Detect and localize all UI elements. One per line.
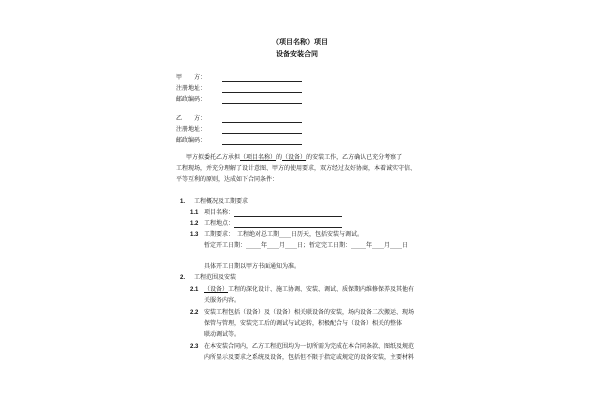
item-2-1-line-2: 关服务内容。 [204,297,241,304]
item-2-1-line-1 [204,287,414,293]
project-name-field[interactable] [234,216,342,217]
party-b-name-label: 乙 方： [176,115,207,122]
intro-line-3: 平等互利的原则，达成如下合同条件： [176,176,279,183]
party-a-name-label: 甲 方： [176,74,207,81]
section-1-number: 1. [180,199,186,205]
item-2-2-line-3: 联动调试等。 [204,331,241,338]
item-1-2-number: 1.2 [190,221,199,227]
item-1-1-label: 项目名称： [204,209,235,216]
intro-line-2: 工程现场，并充分理解了设计意图、甲方的使用要求，双方经过友好协商，本着诚实守信、 [176,165,417,172]
item-1-3-number: 1.3 [190,232,199,238]
party-a-postal-label: 邮政编码： [176,96,207,103]
item-2-1-number: 2.1 [190,287,199,293]
item-2-2-line-1: 安装工程包括（设备）及（设备）相关联设备的安装，场内设备二次搬运、现场 [204,309,415,316]
item-1-2-label: 工程地点： [204,220,235,227]
item-2-1-text: 工程的深化设计、施工协调、安装、调试、质保期内维修保养及其他有 [228,286,415,293]
start-date-note: 具体开工日期以甲方书面通知为准。 [204,263,301,270]
intro-line-1 [186,155,402,161]
project-site-field[interactable] [234,227,342,228]
intro-project-name: （项目名称） [240,154,277,161]
party-a-address-label: 注册地址： [176,85,207,92]
party-b-address-label: 注册地址： [176,126,207,133]
intro-text-a: 甲方拟委托乙方承担 [186,154,241,161]
party-a-address-field[interactable] [222,92,302,93]
party-b-address-field[interactable] [222,133,302,134]
item-2-2-line-2: 保管与管理，安装完工后的调试与试运转，积极配合与（设备）相关的整体 [204,320,403,327]
doc-title-contract: 设备安装合同 [276,49,318,58]
party-b-postal-field[interactable] [222,144,302,145]
party-a-name-field[interactable] [222,81,302,82]
doc-title-project: （项目名称）项目 [272,37,328,46]
item-2-1-device: （设备） [204,286,229,293]
intro-text-b: 的 [276,154,283,161]
intro-device: （设备） [282,154,307,161]
intro-text-c: 的安装工作，乙方确认已充分考察了 [306,154,403,161]
item-2-3-line-2: 内所显示及要求之系统及设备，包括但不限于指定或规定的设备安装，主要材料 [204,354,415,361]
item-2-3-number: 2.3 [190,344,199,350]
item-2-2-number: 2.2 [190,310,199,316]
item-1-3-label: 工期要求： 工程绝对总工期____日历天，包括安装与调试。 [204,231,364,238]
party-b-name-field[interactable] [222,122,302,123]
party-b-postal-label: 邮政编码： [176,137,207,144]
party-a-postal-field[interactable] [222,103,302,104]
section-1-title: 工程概况及工期要求 [194,198,249,205]
item-2-3-line-1: 在本安装合同内，乙方工程范围均为一切所需为完成在本合同条款、图纸及规范 [204,343,415,350]
item-1-1-number: 1.1 [190,210,199,216]
tentative-dates-line: 暂定开工日期：_____年____月____日；暂定完工日期：_____年____月____日 [204,242,409,249]
section-2-number: 2. [180,275,186,281]
section-2-title: 工程范围及安装 [194,274,237,281]
